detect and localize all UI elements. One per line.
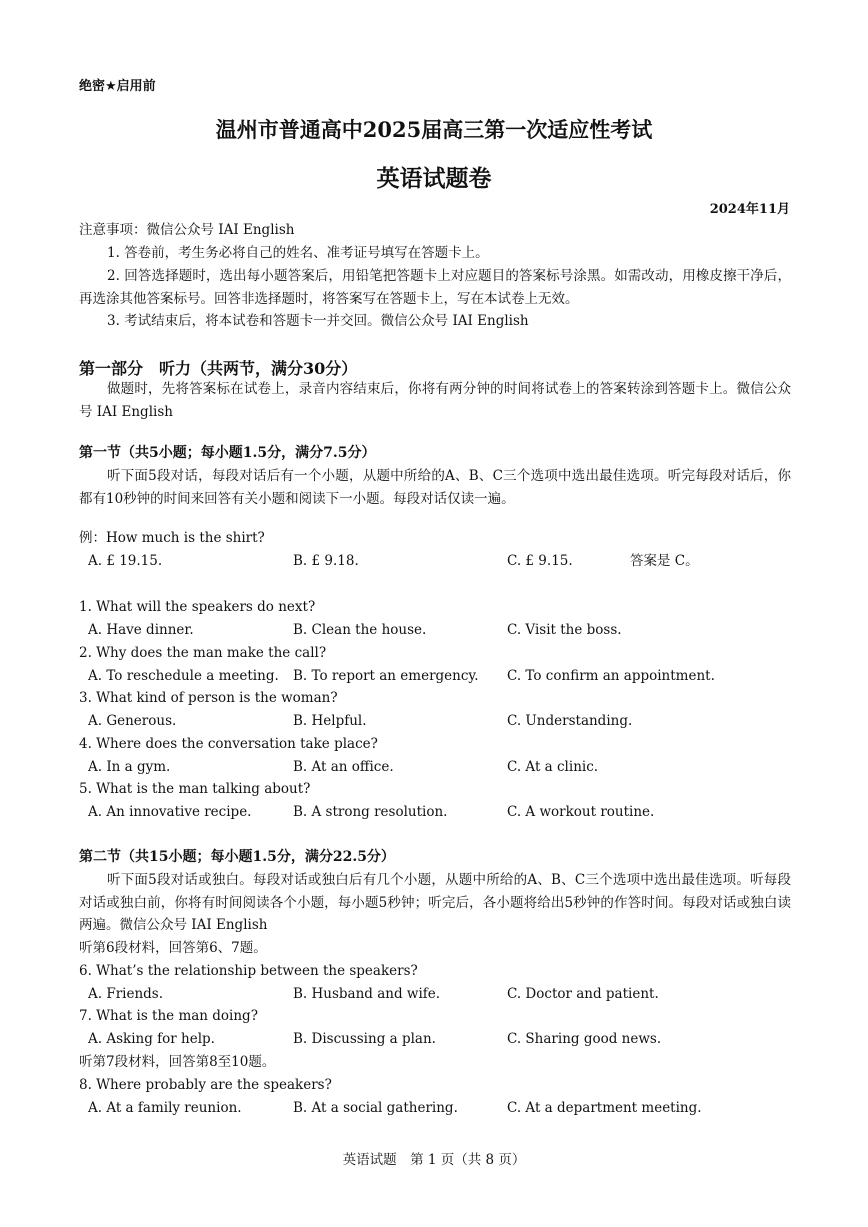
part1-intro: 做题时，先将答案标在试卷上，录音内容结束后，你将有两分钟的时间将试卷上的答案转涂到答题卡上。微信公众号 IAI English bbox=[79, 381, 791, 420]
q7-option-c: C. Sharing good news. bbox=[507, 1031, 662, 1047]
q3-option-c: C. Understanding. bbox=[507, 713, 633, 729]
confidential-label: 绝密★启用前 bbox=[79, 79, 156, 94]
q7-option-a: A. Asking for help. bbox=[88, 1031, 215, 1047]
q5-option-b: B. A strong resolution. bbox=[293, 804, 448, 820]
question-5: 5. What is the man talking about? bbox=[79, 781, 311, 797]
example-answer: 答案是 C。 bbox=[630, 553, 699, 569]
q3-option-b: B. Helpful. bbox=[293, 713, 367, 729]
question-7: 7. What is the man doing? bbox=[79, 1008, 258, 1024]
section1-heading: 第一节（共5小题；每小题1.5分，满分7.5分） bbox=[79, 445, 376, 461]
q5-option-c: C. A workout routine. bbox=[507, 804, 655, 820]
section2-intro: 听下面5段对话或独白。每段对话或独白后有几个小题，从题中所给的A、B、C三个选项中选出最佳选项。听每段对话或独白前，你将有时间阅读各个小题，每小题5秒钟；听完后，各小题将给出5秒钟的作答时间。每段对话或独白读两遍。微信公众号 IAI English bbox=[79, 872, 791, 933]
q2-option-c: C. To confirm an appointment. bbox=[507, 668, 715, 684]
notice-item-1: 1. 答卷前，考生务必将自己的姓名、准考证号填写在答题卡上。 bbox=[107, 245, 489, 261]
example-option-a: A. £ 19.15. bbox=[88, 553, 163, 569]
q3-option-a: A. Generous. bbox=[88, 713, 177, 729]
material-6-instruction: 听第6段材料，回答第6、7题。 bbox=[79, 940, 267, 956]
q1-option-b: B. Clean the house. bbox=[293, 622, 427, 638]
q8-option-c: C. At a department meeting. bbox=[507, 1100, 702, 1116]
material-7-instruction: 听第7段材料，回答第8至10题。 bbox=[79, 1054, 276, 1070]
example-option-b: B. £ 9.18. bbox=[293, 553, 359, 569]
q1-option-c: C. Visit the boss. bbox=[507, 622, 622, 638]
exam-date: 2024年11月 bbox=[709, 202, 790, 217]
q6-option-c: C. Doctor and patient. bbox=[507, 986, 659, 1002]
question-4: 4. Where does the conversation take place? bbox=[79, 736, 378, 752]
q1-option-a: A. Have dinner. bbox=[88, 622, 194, 638]
exam-title: 温州市普通高中2025届高三第一次适应性考试 bbox=[215, 117, 653, 142]
q6-option-b: B. Husband and wife. bbox=[293, 986, 441, 1002]
q5-option-a: A. An innovative recipe. bbox=[88, 804, 252, 820]
question-1: 1. What will the speakers do next? bbox=[79, 599, 316, 615]
q8-option-a: A. At a family reunion. bbox=[88, 1100, 242, 1116]
question-3: 3. What kind of person is the woman? bbox=[79, 690, 338, 706]
q4-option-c: C. At a clinic. bbox=[507, 759, 599, 775]
example-question: 例：How much is the shirt? bbox=[79, 530, 265, 546]
q8-option-b: B. At a social gathering. bbox=[293, 1100, 458, 1116]
part1-heading: 第一部分 听力（共两节，满分30分） bbox=[79, 359, 358, 378]
section2-heading: 第二节（共15小题；每小题1.5分，满分22.5分） bbox=[79, 849, 395, 865]
section1-intro: 听下面5段对话，每段对话后有一个小题，从题中所给的A、B、C三个选项中选出最佳选项。听完每段对话后，你都有10秒钟的时间来回答有关小题和阅读下一小题。每段对话仅读一遍。 bbox=[79, 468, 791, 507]
q2-option-a: A. To reschedule a meeting. bbox=[88, 668, 279, 684]
q2-option-b: B. To report an emergency. bbox=[293, 668, 479, 684]
notice-item-3: 3. 考试结束后，将本试卷和答题卡一并交回。微信公众号 IAI English bbox=[107, 313, 529, 329]
q6-option-a: A. Friends. bbox=[88, 986, 164, 1002]
question-6: 6. What’s the relationship between the speakers? bbox=[79, 963, 418, 979]
question-2: 2. Why does the man make the call? bbox=[79, 645, 327, 661]
exam-subtitle: 英语试题卷 bbox=[376, 165, 492, 192]
q7-option-b: B. Discussing a plan. bbox=[293, 1031, 436, 1047]
example-option-c: C. £ 9.15. bbox=[507, 553, 573, 569]
notice-heading: 注意事项：微信公众号 IAI English bbox=[79, 222, 295, 238]
q4-option-b: B. At an office. bbox=[293, 759, 394, 775]
question-8: 8. Where probably are the speakers? bbox=[79, 1077, 332, 1093]
q4-option-a: A. In a gym. bbox=[88, 759, 171, 775]
notice-item-2: 2. 回答选择题时，选出每小题答案后，用铅笔把答题卡上对应题目的答案标号涂黑。如需改动，用橡皮擦干净后，再选涂其他答案标号。回答非选择题时，将答案写在答题卡上，写在本试卷上无效。 bbox=[79, 268, 791, 307]
page-footer: 英语试题 第 1 页（共 8 页） bbox=[342, 1152, 526, 1168]
